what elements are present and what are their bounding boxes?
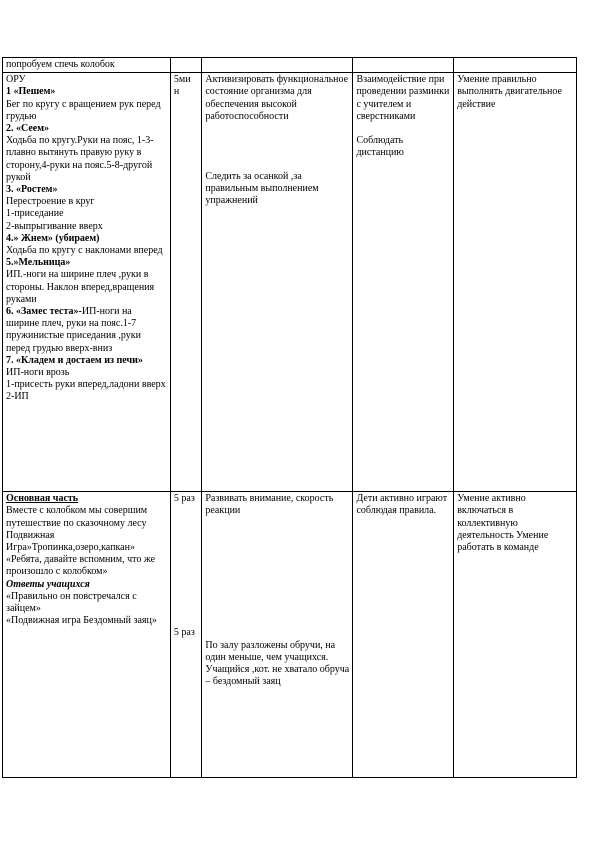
teacher-activity-cell xyxy=(202,492,353,778)
student-activity-cell xyxy=(353,58,454,73)
cell-line: Ответы учащихся xyxy=(6,578,90,590)
cell-line: Подвижная Игра»Тропинка,озеро,капкан» xyxy=(6,529,135,554)
cell-line: Ходьба по кругу.Руки на пояс, 1-3-плавно вытянуть правую руку в сторону,4-руки на пояс.5-8-другой рукой xyxy=(6,135,154,183)
student-note: Соблюдать дистанцию xyxy=(356,135,404,159)
student-activity: Взаимодействие при проведении разминки с учителем и сверстниками xyxy=(356,74,450,122)
cell-line: 5.»Мельница» xyxy=(6,257,71,269)
cell-line-bold: 6. «Замес теста»- xyxy=(6,306,82,318)
cell-line: Основная часть xyxy=(6,493,79,505)
cell-line: 2. «Сеем» xyxy=(6,123,50,135)
table-row xyxy=(3,73,577,492)
stage-text: попробуем спечь колобок xyxy=(6,59,115,70)
cell-line: 4.» Жнем» (убираем) xyxy=(6,232,100,244)
cell-line: «Правильно он повстречался с зайцем» xyxy=(6,590,137,615)
results-text: Умение правильно выполнять двигательное действие xyxy=(457,74,562,110)
cell-line: 2-выпрыгивание вверх xyxy=(6,220,103,232)
time-cell xyxy=(170,73,201,492)
stage-cell xyxy=(3,73,171,492)
cell-line: 1-приседание xyxy=(6,208,64,220)
teacher-goal: Развивать внимание, скорость реакции xyxy=(205,493,334,517)
cell-line: 7. «Кладем и достаем из печи» xyxy=(6,354,143,366)
cell-line: ОРУ xyxy=(6,74,26,86)
cell-line: ИП.-ноги на ширине плеч ,руки в стороны. Наклон вперед,вращения руками xyxy=(6,269,155,305)
cell-line: Перестроение в круг xyxy=(6,196,95,208)
cell-line: «Подвижная игра Бездомный заяц» xyxy=(6,615,157,627)
cell-line: 1 «Пешем» xyxy=(6,86,56,98)
lesson-plan-table xyxy=(2,57,577,778)
time-cell xyxy=(170,58,201,73)
cell-line: Бег по кругу с вращением рук перед грудью xyxy=(6,98,161,122)
time-text: 5 раз xyxy=(173,627,195,639)
stage-cell xyxy=(3,492,171,778)
teacher-activity-cell xyxy=(202,73,353,492)
time-cell xyxy=(170,492,201,778)
table-row xyxy=(3,58,577,73)
student-activity: Дети активно играют соблюдая правила. xyxy=(356,493,448,517)
teacher-activity-cell xyxy=(202,58,353,73)
cell-line: «Ребята, давайте вспомним, что же произошло с колобком» xyxy=(6,554,156,578)
results-cell xyxy=(454,58,577,73)
time-text: 5ми н xyxy=(173,74,191,98)
teacher-note: Следить за осанкой ,за правильным выполнением упражнений xyxy=(205,171,319,207)
results-text: Умение активно включаться в коллективную деятельность Умение работать в команде xyxy=(457,493,549,554)
cell-line: 1-присесть руки вперед,ладони вверх xyxy=(6,379,166,391)
cell-line: 2-ИП xyxy=(6,391,29,403)
cell-line: ИП-ноги врозь xyxy=(6,367,70,379)
teacher-note: По залу разложены обручи, на один меньше, чем учащихся. Учащийся ,кот. не хватало обруча – бездомный заяц xyxy=(205,639,350,688)
results-cell xyxy=(454,492,577,778)
cell-line: 6. «Замес теста»-ИП-ноги на ширине плеч, руки на пояс.1-7 пружинистые приседания ,руки перед грудью вверх-вниз xyxy=(6,306,141,354)
time-text: 5 раз xyxy=(173,493,195,505)
results-cell xyxy=(454,73,577,492)
cell-line: 3. «Ростем» xyxy=(6,184,58,196)
student-activity-cell xyxy=(353,492,454,778)
cell-line: Ходьба по кругу с наклонами вперед xyxy=(6,245,163,257)
teacher-goal: Активизировать функциональное состояние организма для обеспечения высокой работоспособности xyxy=(205,74,349,122)
stage-cell xyxy=(3,58,171,73)
student-activity-cell xyxy=(353,73,454,492)
table-row xyxy=(3,492,577,778)
cell-line: Вместе с колобком мы совершим путешествие по сказочному лесу xyxy=(6,505,148,529)
